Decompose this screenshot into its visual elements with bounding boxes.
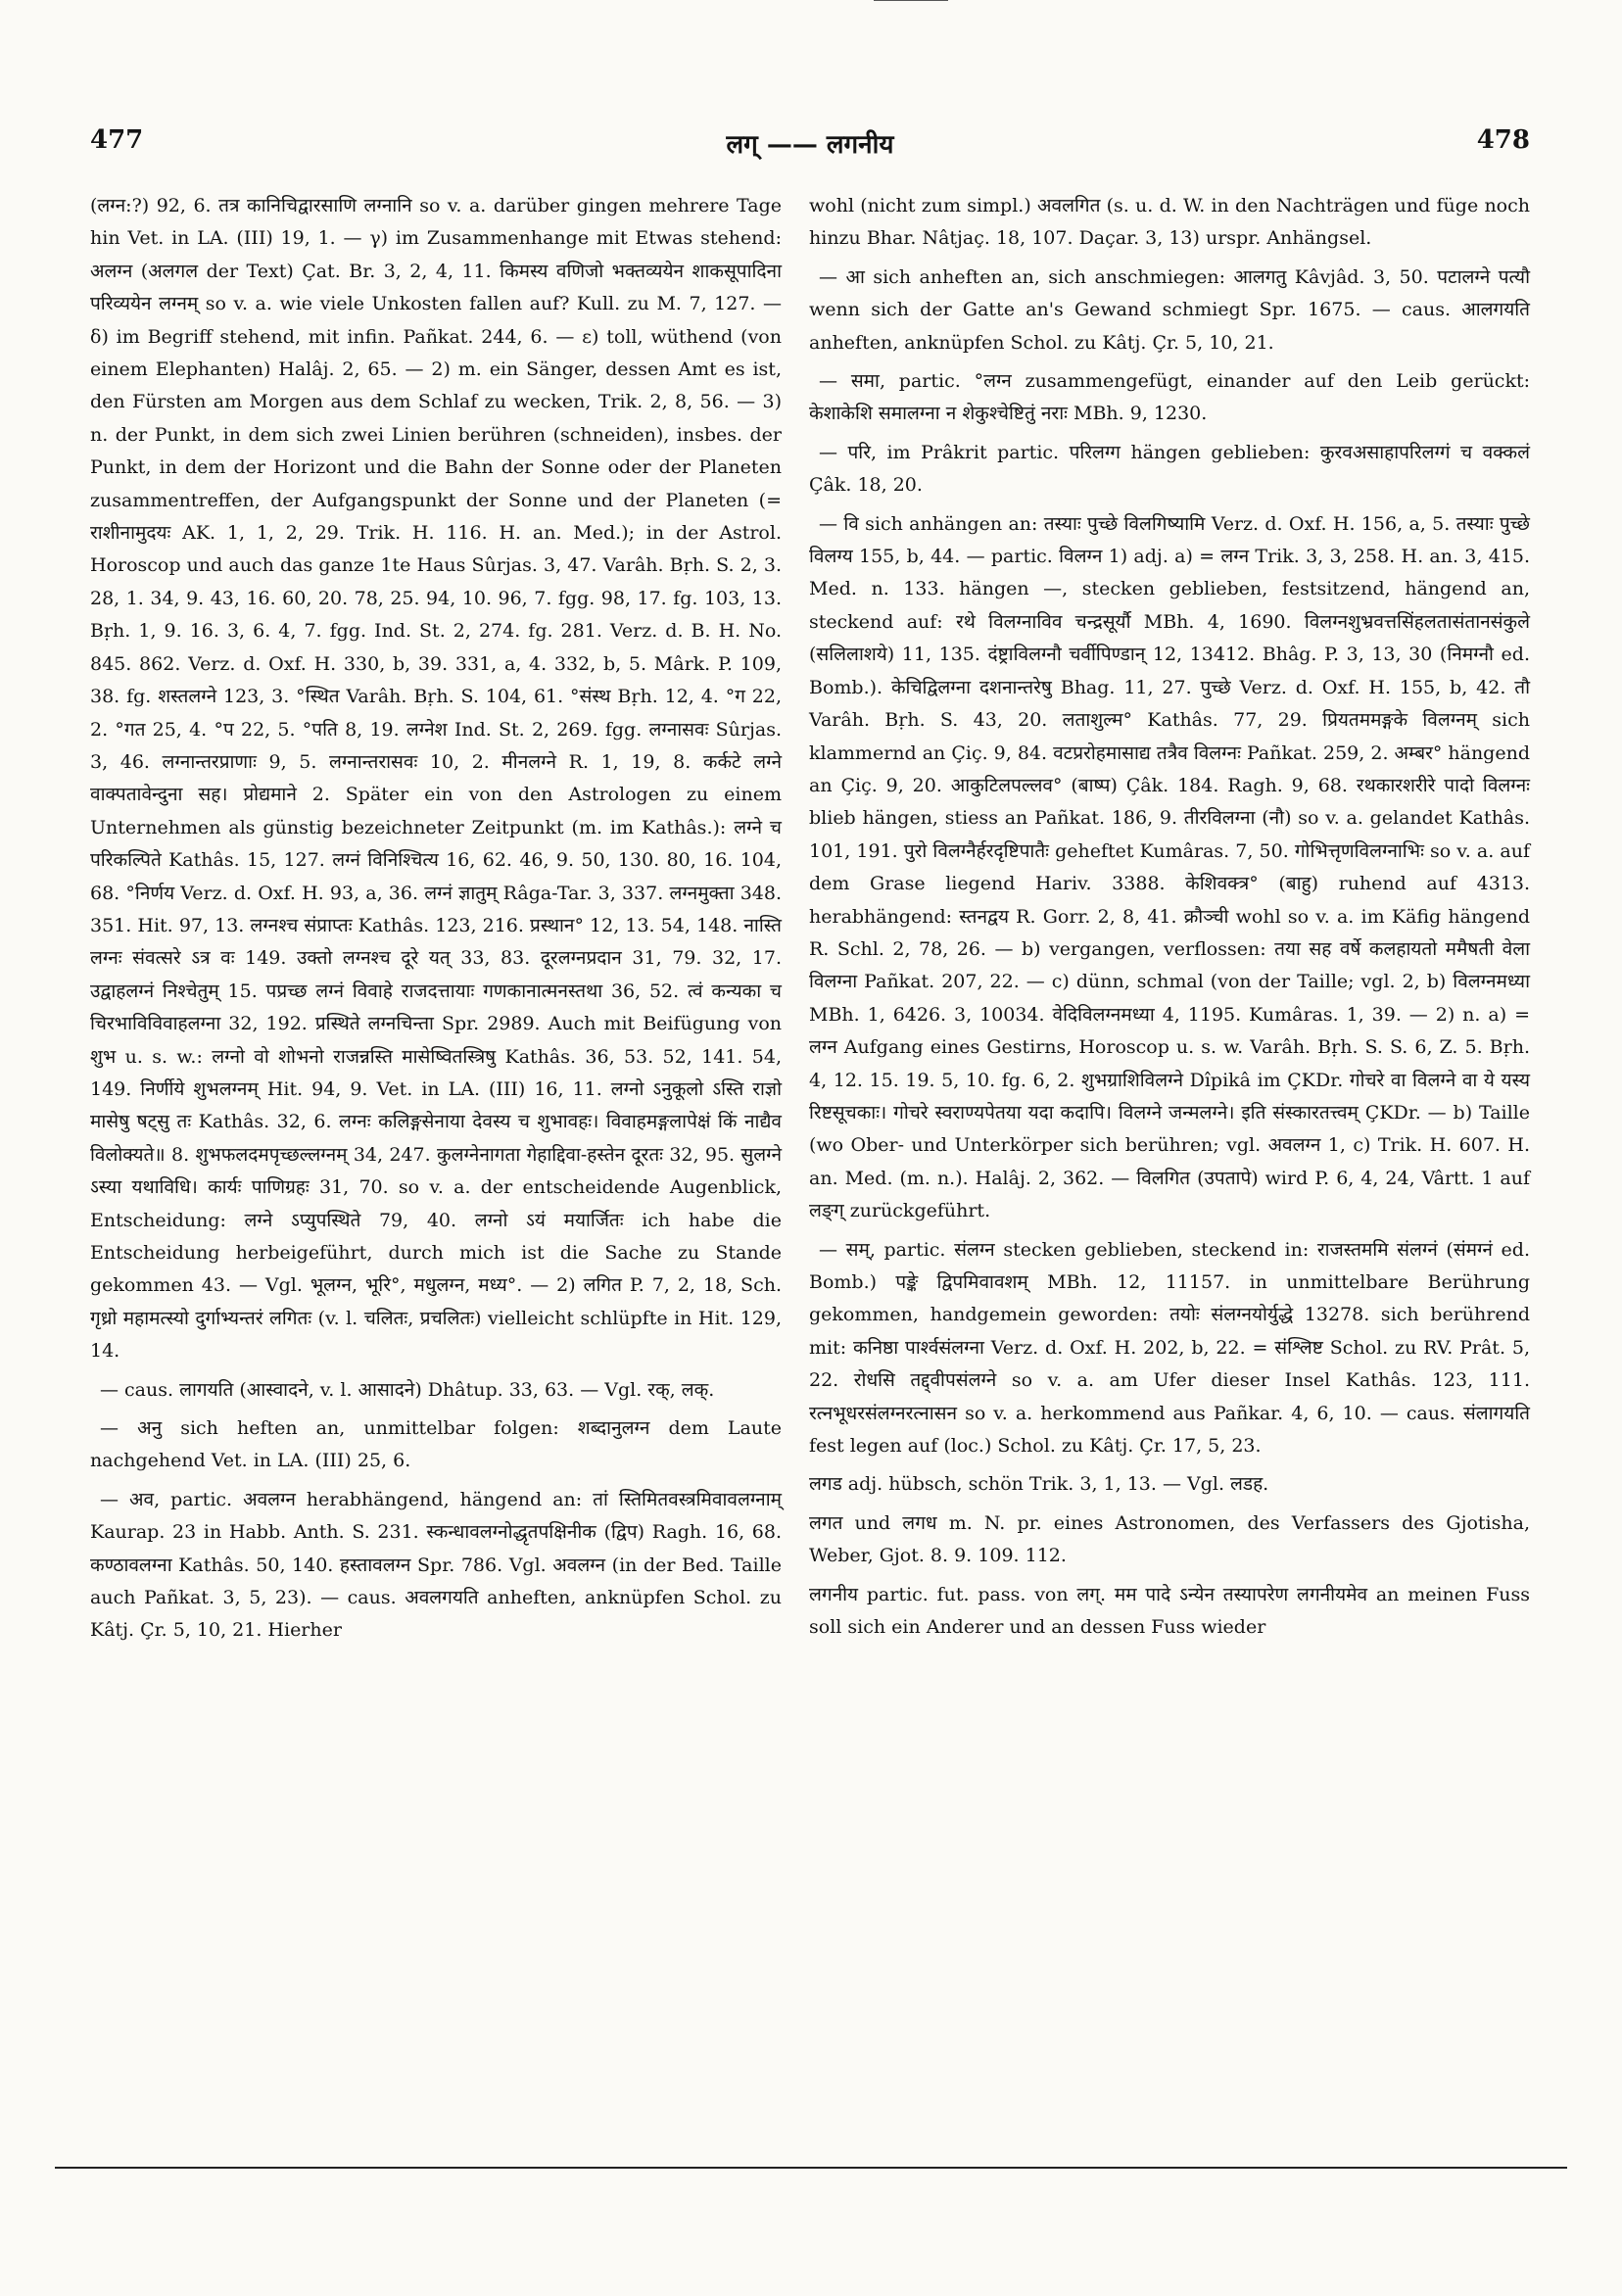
dictionary-entry: लगत und लगध m. N. pr. eines Astronomen, des Verfassers des Gjotisha, Weber, Gjot. 8. 9. 109. 112.: [809, 1511, 1530, 1567]
left-column: [90, 190, 782, 1653]
left-paragraph: (लग्न:?) 92, 6. तत्र कानिचिद्वारसाणि लग्नानि so v. a. darüber gingen mehrere Tage hin Vet. in LA. (III) 19, 1. — γ) im Zusammenhange mit Etwas stehend: अलग्न (अलगल der Text) Çat. Br. 3, 2, 4, 11. किमस्य वणिजो भक्तव्ययेन शाकसूपादिना परिव्ययेन लग्नम् so v. a. wie viele Unkosten fallen auf? Kull. zu M. 7, 127. — δ) im Begriff stehend, mit infin. Pañkat. 244, 6. — ε) toll, wüthend (von einem Elephanten) Halâj. 2, 65. — 2) m. ein Sänger, dessen Amt es ist, den Fürsten am Morgen aus dem Schlaf zu wecken, Trik. 2, 8, 56. — 3) n. der Punkt, in dem sich zwei Linien berühren (schneiden), insbes. der Punkt, in dem der Horizont und die Bahn der Sonne oder der Planeten zusammentreffen, der Aufgangspunkt der Sonne und der Planeten (= राशीनामुदयः AK. 1, 1, 2, 29. Trik. H. 116. H. an. Med.); in der Astrol. Horoscop und auch das ganze 1te Haus Sûrjas. 3, 47. Varâh. Bṛh. S. 2, 3. 28, 1. 34, 9. 43, 16. 60, 20. 78, 25. 94, 10. 96, 7. fgg. 98, 17. fg. 103, 13. Bṛh. 1, 9. 16. 3, 6. 4, 7. fgg. Ind. St. 2, 274. fg. 281. Verz. d. B. H. No. 845. 862. Verz. d. Oxf. H. 330, b, 39. 331, a, 4. 332, b, 5. Mârk. P. 109, 38. fg. शस्तलग्ने 123, 3. °स्थित Varâh. Bṛh. S. 104, 61. °संस्थ Bṛh. 12, 4. °ग 22, 2. °गत 25, 4. °प 22, 5. °पति 8, 19. लग्नेश Ind. St. 2, 269. fgg. लग्नासवः Sûrjas. 3, 46. लग्नान्तरप्राणाः 9, 5. लग्नान्तरासवः 10, 2. मीनलग्ने R. 1, 19, 8. कर्कटे लग्ने वाक्पतावेन्दुना सह। प्रोद्यमाने 2. Später ein von den Astrologen zu einem Unternehmen als günstig bezeichneter Zeitpunkt (m. im Kathâs.): लग्ने च परिकल्पिते Kathâs. 15, 127. लग्नं विनिश्चित्य 16, 62. 46, 9. 50, 130. 80, 16. 104, 68. °निर्णय Verz. d. Oxf. H. 93, a, 36. लग्नं ज्ञातुम् Râga-Tar. 3, 337. लग्नमुक्ता 348. 351. Hit. 97, 13. लग्नश्च संप्राप्तः Kathâs. 123, 216. प्रस्थान° 12, 13. 54, 148. नास्ति लग्नः संवत्सरे ऽत्र वः 149. उक्तो लग्नश्च दूरे यत् 33, 83. दूरलग्नप्रदान 31, 79. 32, 17. उद्वाहलग्नं निश्चेतुम् 15. पप्रच्छ लग्नं विवाहे राजदत्तायाः गणकानात्मनस्तथा 36, 52. त्वं कन्यका च चिरभाविविवाहलग्ना 32, 192. प्रस्थिते लग्नचिन्ता Spr. 2989. Auch mit Beifügung von शुभ u. s. w.: लग्नो वो शोभनो राजन्नस्ति मासेष्वितस्त्रिषु Kathâs. 36, 53. 52, 141. 54, 149. निर्णीये शुभलग्नम् Hit. 94, 9. Vet. in LA. (III) 16, 11. लग्नो ऽनुकूलो ऽस्ति राज्ञो मासेषु षट्सु तः Kathâs. 32, 6. लग्नः कलिङ्गसेनाया देवस्य च शुभावहः। विवाहमङ्गलापेक्षं किं नाद्यैव विलोक्यते॥ 8. शुभफलदमपृच्छल्लग्नम् 34, 247. कुलग्नेनागता गेहाद्दिवा-हस्तेन दूरतः 32, 95. सुलग्ने ऽस्या यथाविधि। कार्यः पाणिग्रहः 31, 70. so v. a. der entscheidende Augenblick, Entscheidung: लग्ने ऽप्युपस्थिते 79, 40. लग्नो ऽयं मयार्जितः ich habe die Entscheidung herbeigeführt, durch mich ist die Sache zu Stande gekommen 43. — Vgl. भूलग्न, भूरि°, मधुलग्न, मध्य°. — 2) लगित P. 7, 2, 18, Sch. गृध्रो महामत्स्यो दुर्गाभ्यन्तरं लगितः (v. l. चलितः, प्रचलितः) vielleicht schlüpfte in Hit. 129, 14.: [90, 195, 782, 1363]
page-number-right: 478: [1476, 125, 1530, 155]
dictionary-entry: लगनीय partic. fut. pass. von लग्. मम पादे ऽन्येन तस्यापरेण लगनीयमेव an meinen Fuss soll sich ein Anderer und an dessen Fuss wieder: [809, 1583, 1530, 1639]
scan-edge-mark: [874, 0, 948, 1]
right-paragraph: — समा, partic. °लग्न zusammengefügt, einander auf den Leib gerückt: केशाकेशि समालग्ना न शेकुश्चेष्टितुं नराः MBh. 9, 1230.: [809, 370, 1530, 425]
right-paragraph: — आ sich anheften an, sich anschmiegen: आलगतु Kâvjâd. 3, 50. पटालग्ने पत्यौ wenn sich der Gatte an's Gewand schmiegt Spr. 1675. — caus. आलगयति anheften, anknüpfen Schol. zu Kâtj. Çr. 5, 10, 21.: [809, 265, 1530, 354]
right-paragraph: — परि, im Prâkrit partic. परिलग्ग hängen geblieben: कुरवअसाहापरिलग्गं च वक्कलं Çâk. 18, 20.: [809, 441, 1530, 497]
left-paragraph: — caus. लागयति (आस्वादने, v. l. आसादने) Dhâtup. 33, 63. — Vgl. रक्, लक्.: [100, 1378, 715, 1401]
page-number-left: 477: [90, 125, 144, 155]
right-paragraph: — वि sich anhängen an: तस्याः पुच्छे विलगिष्यामि Verz. d. Oxf. H. 156, a, 5. तस्याः पुच्छे विलग्य 155, b, 44. — partic. विलग्न 1) adj. a) = लग्न Trik. 3, 3, 258. H. an. 3, 415. Med. n. 133. hängen —, stecken geblieben, festsitzend, hängend an, steckend auf: रथे विलग्नाविव चन्द्रसूर्यौ MBh. 4, 1690. विलग्नशुभ्रवत्तसिंहलतासंतानसंकुले (सलिलाशये) 11, 135. दंष्ट्राविलग्नौ चर्वीपिण्डान् 12, 13412. Bhâg. P. 3, 13, 30 (निमग्नौ ed. Bomb.). केचिद्विलग्ना दशनान्तरेषु Bhag. 11, 27. पुच्छे Verz. d. Oxf. H. 155, b, 42. तौ Varâh. Bṛh. S. 43, 20. लताशुल्म° Kathâs. 77, 29. प्रियतममङ्गके विलग्नम् sich klammernd an Çiç. 9, 84. वटप्ररोहमासाद्य तत्रैव विलग्नः Pañkat. 259, 2. अम्बर° hängend an Çiç. 9, 20. आकुटिलपल्लव° (बाष्प) Çâk. 184. Ragh. 9, 68. रथकारशरीरे पादो विलग्नः blieb hängen, stiess an Pañkat. 186, 9. तीरविलग्ना (नौ) so v. a. gelandet Kathâs. 101, 191. पुरो विलग्नैर्हरदृष्टिपातैः geheftet Kumâras. 7, 50. गोभित्तृणविलग्नाभिः so v. a. auf dem Grase liegend Hariv. 3388. केशिवक्त्र° (बाहु) ruhend auf 4313. herabhängend: स्तनद्वय R. Gorr. 2, 8, 41. क्रौञ्ची wohl so v. a. im Käfig hängend R. Schl. 2, 78, 26. — b) vergangen, verflossen: तया सह वर्षे कलहायतो ममैषती वेला विलग्ना Pañkat. 207, 22. — c) dünn, schmal (von der Taille; vgl. 2, b) विलग्नमध्या MBh. 1, 6426. 3, 10034. वेदिविलग्नमध्या 4, 1195. Kumâras. 1, 39. — 2) n. a) = लग्न Aufgang eines Gestirns, Horoscop u. s. w. Varâh. Bṛh. S. S. 6, Z. 5. Bṛh. 4, 12. 15. 19. 5, 10. fg. 6, 2. शुभग्राशिविलग्ने Dîpikâ im ÇKDr. गोचरे वा विलग्ने वा ये यस्य रिष्टसूचकाः। गोचरे स्वराण्यपेतया यदा कदापि। विलग्ने जन्मलग्ने। इति संस्कारतत्त्वम् ÇKDr. — b) Taille (wo Ober- und Unterkörper sich berühren; vgl. अवलग्न 1, c) Trik. H. 607. H. an. Med. (m. n.). Halâj. 2, 362. — विलगित (उपतापे) wird P. 6, 4, 24, Vârtt. 1 auf लङ्ग् zurückgeführt.: [809, 512, 1530, 1222]
right-paragraph: wohl (nicht zum simpl.) अवलगित (s. u. d. W. in den Nachträgen und füge noch hinzu Bhar. Nâtjaç. 18, 107. Daçar. 3, 13) urspr. Anhängsel.: [809, 195, 1530, 250]
left-paragraph: — अनु sich heften an, unmittelbar folgen: शब्दानुलग्न dem Laute nachgehend Vet. in LA. (III) 25, 6.: [90, 1417, 782, 1472]
dictionary-entry: लगड adj. hübsch, schön Trik. 3, 1, 13. — Vgl. लडह.: [809, 1473, 1269, 1496]
running-head: लग् —— लगनीय: [726, 130, 894, 160]
left-paragraph: — अव, partic. अवलग्न herabhängend, hängend an: तां स्तिमितवस्त्रमिवावलग्नाम् Kaurap. 23 in Habb. Anth. S. 231. स्कन्धावलग्नोद्धृतपक्षिनीक (द्विप) Ragh. 16, 68. कण्ठावलग्ना Kathâs. 50, 140. हस्तावलग्न Spr. 786. Vgl. अवलग्न (in der Bed. Taille auch Pañkat. 3, 5, 23). — caus. अवलगयति anheften, anknüpfen Schol. zu Kâtj. Çr. 5, 10, 21. Hierher: [90, 1488, 782, 1642]
page-header: [90, 125, 1530, 172]
footer-rule: [55, 2167, 1567, 2169]
right-column: [809, 190, 1530, 1650]
right-paragraph: — सम्, partic. संलग्न stecken geblieben, steckend in: राजस्तममि संलग्नं (संमग्नं ed. Bomb.) पङ्के द्विपमिवावशम् MBh. 12, 11157. in unmittelbare Berührung gekommen, handgemein geworden: तयोः संलग्नयोर्युद्धे 13278. sich berührend mit: कनिष्ठा पार्श्वसंलग्ना Verz. d. Oxf. H. 202, b, 22. = संश्लिष्ट Schol. zu RV. Prât. 5, 22. रोधसि तद्द्वीपसंलग्ने so v. a. am Ufer dieser Insel Kathâs. 123, 111. रत्नभूधरसंलग्नरत्नासन so v. a. herkommend aus Pañkar. 4, 6, 10. — caus. संलागयति fest legen auf (loc.) Schol. zu Kâtj. Çr. 17, 5, 23.: [809, 1238, 1530, 1458]
